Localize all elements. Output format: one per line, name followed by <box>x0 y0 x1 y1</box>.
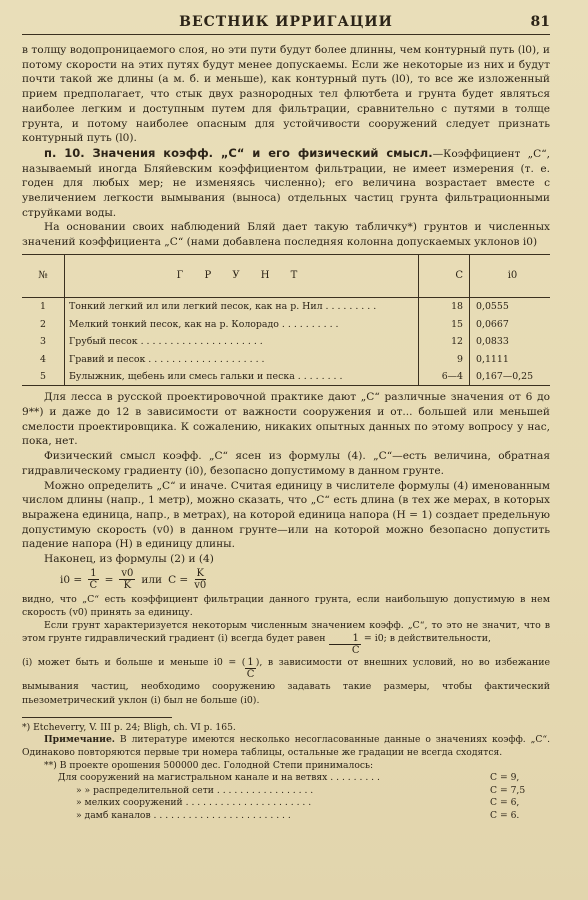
frac-den: K <box>123 580 132 592</box>
frac-num: K <box>196 568 204 580</box>
cell-c: 6—4 <box>419 368 470 386</box>
frac-den: C <box>89 580 98 592</box>
cell-number: 4 <box>22 350 65 368</box>
cell-soil: Гравий и песок . . . . . . . . . . . . . . . . . . . . <box>65 350 419 368</box>
col-soil: Г Р У Н Т <box>65 254 419 297</box>
footnote-row-label: » мелких сооружений . . . . . . . . . . . . . . . . . . . . . . <box>76 797 312 809</box>
footnote-row <box>22 810 550 823</box>
cell-c: 18 <box>419 297 470 315</box>
footnote-2: **) В проекте орошения 500000 дес. Голодной Степи принималось: <box>44 759 374 771</box>
cell-i0: 0,0833 <box>476 336 509 348</box>
paragraph-9: (i) может быть и больше и меньше i0 = ( $\frac{1}{C}$ ), в зависимости от внешних условий, но во избежание вымывания частиц, необходимо сооружению задавать такие размеры, чтобы фактический пьезометрический уклон (i) был не больше (i0). <box>22 657 550 706</box>
formula-or: или <box>141 573 163 586</box>
frac-num: 1 <box>247 657 254 669</box>
cell-i0: 0,0667 <box>476 318 509 330</box>
footnote-row <box>22 772 550 785</box>
cell-i0: 0,167—0,25 <box>476 371 534 383</box>
p8-text-a: Если грунт характеризуется некоторым численным значением коэфф. „С“, то это не значит, что в этом грунте гидравлический градиент (i) всегда будет равен <box>22 620 550 645</box>
paragraph-5: Можно определить „С“ и иначе. Считая единицу в числителе формулы (4) именованным числом длины (напр., 1 метр), можно сказать, что „С“ есть длина (в тех же мерах, в которых выражена единица, напр., в метрах), на которой единица напора (H = 1) создает предельную допустимую скорость (v0) в данном грунте—или на которой можно безопасно допустить падение напора (H) в единицу длины. <box>22 479 550 551</box>
footnote-rule <box>22 717 172 718</box>
fraction-1-over-c <box>245 657 255 680</box>
paragraph-8 <box>22 619 550 656</box>
paragraph-3: Для лесса в русской проектировочной практике дают „С“ различные значения от 6 до 9**) и даже до 12 в зависимости от важности сооружения и от... большей или меньшей смелости проектировщика. К сожалению, никаких опытных данных по этому вопросу у нас, пока, нет. <box>22 391 550 448</box>
frac-den: C <box>246 669 255 681</box>
section-10 <box>22 146 550 221</box>
frac-num: 1 <box>329 633 361 645</box>
fraction-1-over-c <box>329 633 361 656</box>
frac-den: C <box>351 645 360 657</box>
footnote-1: *) Etcheverry, V. III p. 24; Bligh, ch. VI p. 165. <box>22 721 236 733</box>
footnote-row-label: » » распределительной сети . . . . . . . . . . . . . . . . . <box>76 784 314 796</box>
cell-soil: Булыжник, щебень или смесь гальки и песка . . . . . . . . <box>65 368 419 386</box>
frac-num: v0 <box>121 568 134 580</box>
fraction-1-over-c <box>88 568 98 591</box>
cell-number: 1 <box>22 297 65 315</box>
paragraph-7: видно, что „С“ есть коэффициент фильтрации данного грунта, если наибольшую допустимую в нем скорость (v0) принять за единицу. <box>22 593 550 618</box>
paragraph-6: Наконец, из формулы (2) и (4) <box>44 553 214 566</box>
footnote-row-value: С = 6, <box>490 797 520 809</box>
footnote-row-value: С = 6. <box>490 809 520 821</box>
note-label: Примечание. <box>44 734 116 746</box>
formula-c-eq: C = <box>168 573 189 586</box>
soil-table <box>22 254 550 387</box>
footnote-note <box>22 734 550 759</box>
cell-i0: 0,1111 <box>476 353 509 365</box>
page-header <box>22 14 550 35</box>
cell-c: 12 <box>419 333 470 351</box>
cell-number: 3 <box>22 333 65 351</box>
col-number: № <box>22 254 65 297</box>
p9-text-b: , в зависимости от внешних условий, но во избежание вымывания частиц, необходимо сооружению задавать такие размеры, чтобы фактический пьезометрический уклон (i) был не больше (i0). <box>22 657 550 706</box>
table-row <box>22 315 550 333</box>
table-header-row <box>22 254 550 297</box>
cell-soil: Тонкий легкий ил или легкий песок, как на р. Нил . . . . . . . . . <box>65 297 419 315</box>
cell-number: 2 <box>22 315 65 333</box>
cell-c: 9 <box>419 350 470 368</box>
note-text: В литературе имеются несколько несогласованные данные о значениях коэфф. „С“. Одинаково повторяются первые три номера таблицы, остальные же градации не всегда сходятся. <box>22 734 550 758</box>
footnote-row <box>22 785 550 798</box>
table-row <box>22 333 550 351</box>
footnote-row-label: Для сооружений на магистральном канале и на ветвях . . . . . . . . . <box>58 772 380 784</box>
footnote-row-value: С = 7,5 <box>490 784 526 796</box>
cell-c: 15 <box>419 315 470 333</box>
cell-i0: 0,0555 <box>476 301 509 313</box>
table-row <box>22 297 550 315</box>
section-body: —Коэффициент „С“, называемый иногда Бляйевским коэффициентом фильтрации, не имеет измерения (т. е. годен для любых мер; не изменяясь численно); его величина возрастает вместе с увеличением легкости вымывания (выноса) отдельных частиц грунта фильтрационными струйками воды. <box>22 147 550 219</box>
cell-number: 5 <box>22 368 65 386</box>
paragraph-4: Физический смысл коэфф. „С“ ясен из формулы (4). „С“—есть величина, обратная гидравлическому градиенту (i0), безопасно допустимому в данном грунте. <box>22 450 550 477</box>
footnote-row-label: » дамб каналов . . . . . . . . . . . . . . . . . . . . . . . . <box>76 809 291 821</box>
paragraph-1: в толщу водопроницаемого слоя, но эти пути будут более длинны, чем контурный путь (l0), и потому скорости на этих путях будут менее допускаемы. Если же некоторые из них и будут почти такой же длины (а м. б. и меньше), как контурный путь (l0), то все же изложенный прием предполагает, что стык двух разнородных тел флютбета и грунта будет являться наиболее легким и доступным путем для фильтрации, сравнительно с путями в толще грунта, и потому наиболее опасным для устойчивости сооружений следует признать контурный путь (l0). <box>22 44 550 145</box>
formula-eq: = <box>104 573 114 586</box>
frac-den: v0 <box>194 580 207 592</box>
journal-title: ВЕСТНИК ИРРИГАЦИИ <box>179 14 393 30</box>
footnote-row <box>22 797 550 810</box>
formula-i0: i0 = <box>60 573 83 586</box>
col-c: C <box>419 254 470 297</box>
table-row <box>22 350 550 368</box>
p8-text-b: = i0; в действительности, <box>363 633 491 645</box>
cell-soil: Грубый песок . . . . . . . . . . . . . . . . . . . . . <box>65 333 419 351</box>
cell-soil: Мелкий тонкий песок, как на р. Колорадо . . . . . . . . . . <box>65 315 419 333</box>
frac-num: 1 <box>90 568 97 580</box>
formula <box>60 568 550 592</box>
col-i0: i0 <box>470 254 551 297</box>
footnote-2-list <box>22 772 550 822</box>
section-heading: п. 10. Значения коэфф. „С“ и его физический смысл. <box>44 145 433 160</box>
page-number: 81 <box>530 14 550 30</box>
footnote-row-value: С = 9, <box>490 772 520 784</box>
fraction-k-over-v0 <box>194 568 206 591</box>
fraction-v0-over-k <box>119 568 135 591</box>
table-row <box>22 368 550 386</box>
p9-text-a: (i) может быть и больше и меньше i0 = <box>22 657 237 669</box>
paragraph-2: На основании своих наблюдений Бляй дает такую табличку*) грунтов и численных значений коэффициента „С“ (нами добавлена последняя колонна допускаемых уклонов i0) <box>22 221 550 249</box>
